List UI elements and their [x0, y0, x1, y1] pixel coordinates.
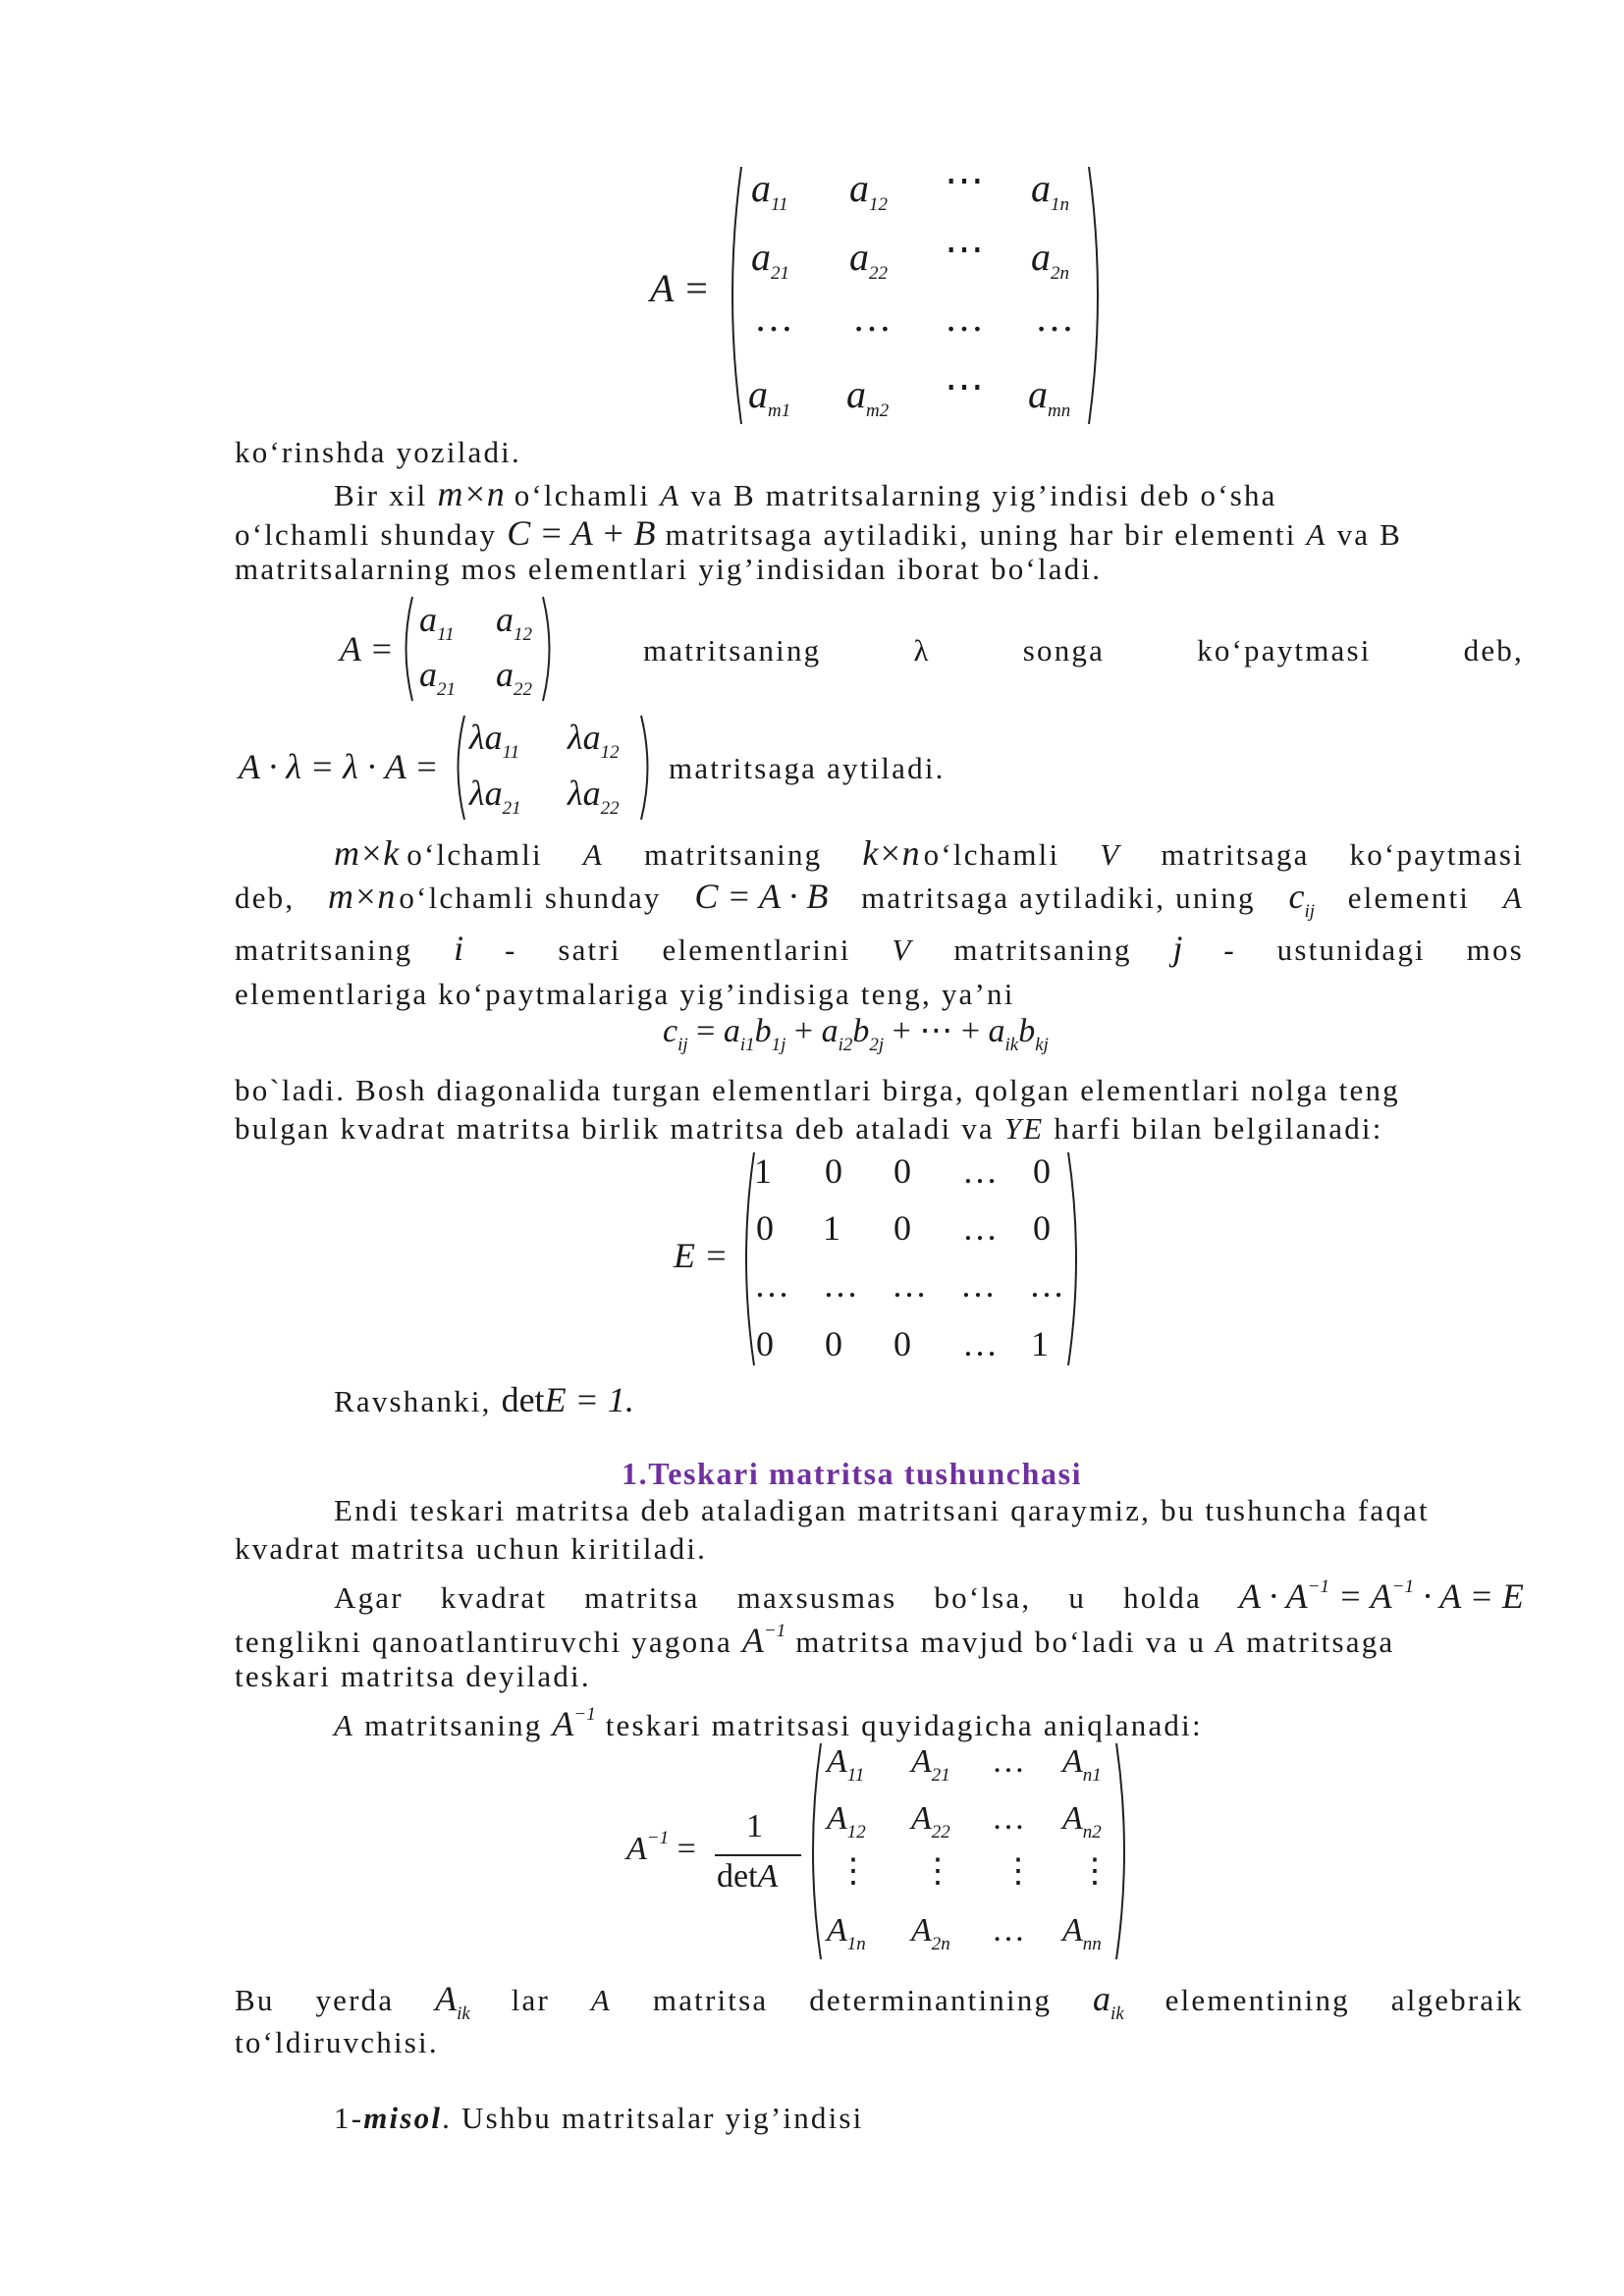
text-line: Endi teskari matritsa deb ataladigan matritsani qaraymiz, bu tushuncha faqat — [334, 1493, 1430, 1527]
text-line: to‘ldiruvchisi. — [235, 2025, 439, 2059]
text-line: bulgan kvadrat matritsa birlik matritsa deb ataladi va YE harfi bilan belgilanadi: — [235, 1111, 1383, 1146]
fraction-bar — [715, 1854, 801, 1856]
matrix-cell: $\lambda a_{21}$ — [469, 774, 521, 819]
text-line: A matritsaning $A^{-1}$ teskari matritsasi quyidagicha aniqlanadi: — [334, 1704, 1203, 1743]
matrix-cell: 0 — [825, 1324, 842, 1363]
matrix-cell: $a_{21}$ — [419, 655, 456, 700]
text-line: matritsaning λ songa ko‘paytmasi deb, — [643, 633, 1524, 667]
matrix-cell: … — [962, 1324, 998, 1363]
matrix-cell: $A_{21}$ — [911, 1743, 950, 1786]
text-line: Bu yerda $A_{ik}$ lar A matritsa determinantining $a_{ik}$ elementining algebraik — [235, 1979, 1524, 2024]
matrix-cell: ⋯ — [945, 364, 984, 408]
matrix-cell: $A_{n2}$ — [1062, 1800, 1102, 1842]
matrix-lhs: A = — [340, 629, 394, 668]
text-line: matritsalarning mos elementlari yig’indisidan iborat bo‘ladi. — [235, 552, 1103, 586]
matrix-cell: … — [962, 1208, 998, 1248]
text-line: bo`ladi. Bosh diagonalida turgan elementlari birga, qolgan elementlari nolga teng — [235, 1073, 1400, 1107]
text-line: Bir xil m×n o‘lchamli A va B matritsalarning yig’indisi deb o‘sha — [334, 474, 1277, 513]
fraction-numerator: 1 — [746, 1808, 763, 1844]
matrix-cell: $\lambda a_{12}$ — [568, 718, 620, 763]
cij-formula: $c_{ij} = a_{i1}b_{1j} + a_{i2}b_{2j}$ + ⋯ + $a_{ik}b_{kj}$ — [663, 1013, 1049, 1055]
matrix-cell: $a_{12}$ — [496, 600, 532, 645]
matrix-cell: … — [754, 1265, 789, 1305]
lambda-lhs: A · λ = λ · A = — [239, 747, 439, 786]
matrix-cell: … — [992, 1912, 1025, 1949]
matrix-cell: $a_{mn}$ — [1028, 372, 1071, 421]
matrix-cell: 1 — [1031, 1324, 1049, 1363]
text-line: elementlariga ko‘paytmalariga yig’indisiga teng, ya’ni — [235, 977, 1015, 1011]
matrix-cell: … — [945, 295, 984, 340]
left-paren — [722, 163, 745, 428]
text-line: o‘lchamli shunday C = A + B matritsaga aytiladiki, uning har bir elementi A va B — [235, 513, 1403, 553]
right-paren — [1085, 163, 1109, 428]
matrix-cell: ⋮ — [1001, 1853, 1035, 1890]
matrix-cell: $a_{21}$ — [751, 235, 789, 284]
text-line: teskari matritsa deyiladi. — [235, 1659, 591, 1693]
matrix-cell: ⋮ — [837, 1853, 870, 1890]
text-line: Agar kvadrat matritsa maxsusmas bo‘lsa, u holda $A \cdot A^{-1} = A^{-1} \cdot A = E$ — [334, 1576, 1524, 1616]
section-heading: 1.Teskari matritsa tushunchasi — [622, 1456, 1083, 1491]
matrix-cell: 0 — [893, 1208, 911, 1248]
text-line: deb, m×n o‘lchamli shunday C = A · B matritsaga aytiladiki, uning $c_{ij}$ elementi A — [235, 877, 1524, 922]
matrix-a-lhs: A = — [650, 266, 710, 310]
matrix-cell: $A_{22}$ — [911, 1800, 950, 1842]
matrix-cell: 1 — [754, 1151, 772, 1191]
matrix-cell: … — [960, 1265, 996, 1305]
matrix-cell: $A_{2n}$ — [911, 1912, 950, 1954]
matrix-cell: … — [892, 1265, 927, 1305]
right-paren — [1064, 1148, 1086, 1369]
text-line: tenglikni qanoatlantiruvchi yagona $A^{-1}$ matritsa mavjud bo‘ladi va u A matritsaga — [235, 1621, 1395, 1660]
matrix-cell: ⋮ — [921, 1853, 954, 1890]
matrix-cell: ⋮ — [1078, 1853, 1111, 1890]
matrix-cell: $A_{1n}$ — [827, 1912, 866, 1954]
text-line: matritsaning i - satri elementlarini V matritsaning j - ustunidagi mos — [235, 929, 1524, 968]
matrix-cell: 0 — [756, 1324, 774, 1363]
right-paren — [638, 713, 656, 823]
matrix-cell: … — [992, 1800, 1025, 1837]
text-line: m×k o‘lchamli A matritsaning k×n o‘lchamli V matritsaga ko‘paytmasi — [334, 833, 1524, 873]
matrix-cell: $a_{1n}$ — [1031, 166, 1069, 215]
matrix-cell: $A_{11}$ — [827, 1743, 865, 1786]
matrix-cell: $a_{m2}$ — [846, 372, 890, 421]
matrix-cell: $a_{11}$ — [419, 600, 455, 645]
matrix-cell: ⋯ — [945, 158, 984, 202]
fraction-denominator: detA — [717, 1858, 779, 1895]
matrix-cell: 0 — [1033, 1208, 1051, 1248]
matrix-cell: $a_{11}$ — [751, 166, 788, 215]
matrix-cell: 0 — [1033, 1151, 1051, 1191]
text-line: kvadrat matritsa uchun kiritiladi. — [235, 1531, 708, 1566]
matrix-cell: … — [754, 295, 793, 340]
matrix-cell: ⋯ — [945, 227, 984, 271]
text-line: ko‘rinshda yoziladi. — [235, 435, 521, 469]
left-paren — [450, 713, 467, 823]
matrix-cell: … — [852, 295, 892, 340]
matrix-cell: $A_{nn}$ — [1062, 1912, 1102, 1954]
matrix-cell: … — [992, 1743, 1025, 1780]
matrix-cell: 0 — [893, 1324, 911, 1363]
text-line: Ravshanki, detE = 1. — [334, 1380, 634, 1419]
matrix-cell: $A_{n1}$ — [1062, 1743, 1102, 1786]
matrix-lhs: E = — [674, 1236, 729, 1275]
matrix-cell: $a_{22}$ — [496, 655, 532, 700]
matrix-cell: 0 — [825, 1151, 842, 1191]
matrix-cell: … — [962, 1151, 998, 1191]
right-paren — [540, 594, 558, 704]
text-line: matritsaga aytiladi. — [669, 751, 946, 785]
matrix-cell: $a_{2n}$ — [1031, 235, 1069, 284]
matrix-cell: … — [1029, 1265, 1064, 1305]
left-paren — [398, 594, 415, 704]
matrix-cell: $\lambda a_{22}$ — [568, 774, 620, 819]
matrix-cell: 0 — [756, 1208, 774, 1248]
left-paren — [803, 1739, 825, 1963]
matrix-cell: … — [823, 1265, 858, 1305]
matrix-cell: $a_{12}$ — [849, 166, 888, 215]
matrix-cell: $\lambda a_{11}$ — [469, 718, 520, 763]
matrix-cell: … — [1035, 295, 1074, 340]
right-paren — [1112, 1739, 1134, 1963]
matrix-cell: $A_{12}$ — [827, 1800, 866, 1842]
matrix-cell: 0 — [893, 1151, 911, 1191]
text-line: 1-misol. Ushbu matritsalar yig’indisi — [334, 2101, 864, 2135]
matrix-cell: $a_{m1}$ — [748, 372, 791, 421]
inverse-lhs: $A^{-1}$ = — [626, 1828, 696, 1867]
matrix-cell: 1 — [823, 1208, 840, 1248]
matrix-cell: $a_{22}$ — [849, 235, 888, 284]
